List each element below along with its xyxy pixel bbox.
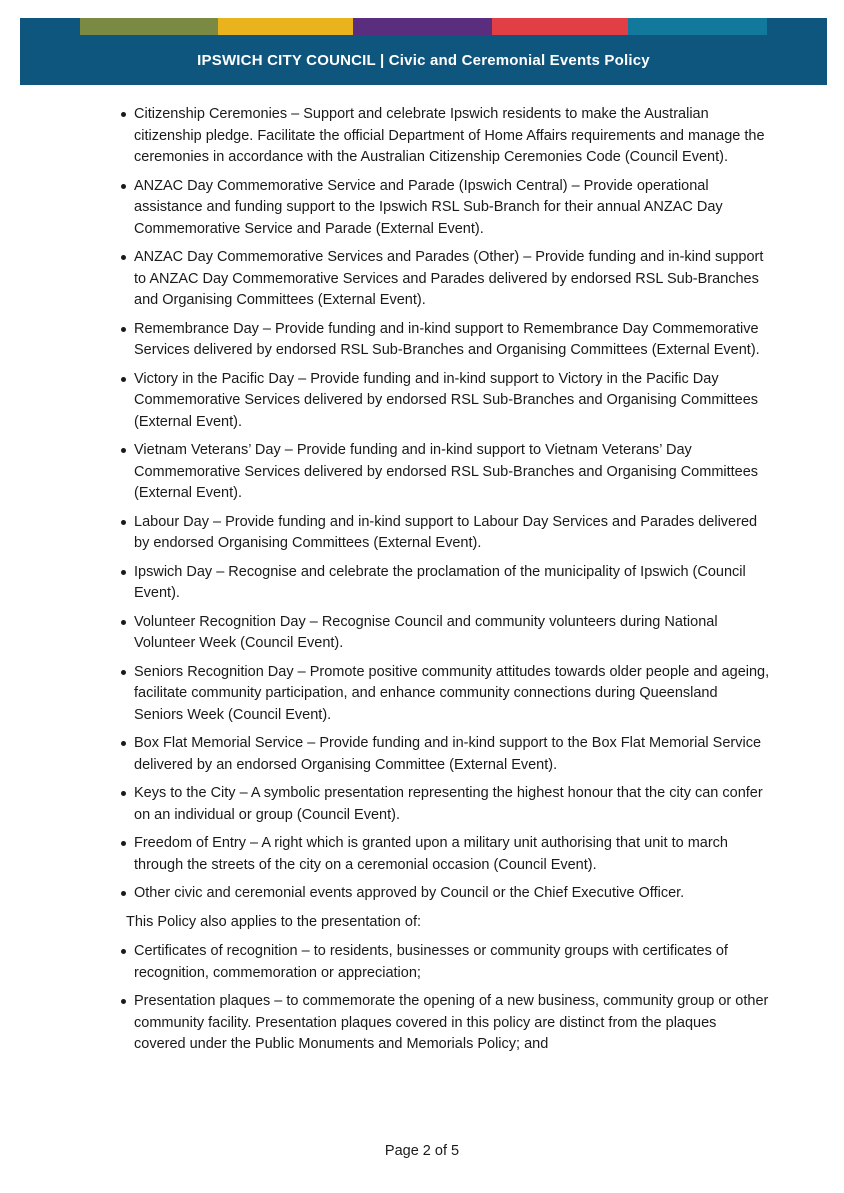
bullet-icon [120,612,134,655]
presentation-item [120,991,770,1056]
policy-body [120,104,770,1063]
bullet-icon [120,247,134,312]
stripe-segment-olive [80,18,218,35]
policy-event-item [120,176,770,241]
policy-event-text: Other civic and ceremonial events approved by Council or the Chief Executive Officer. [134,885,685,901]
stripe-segment-red [492,18,628,35]
policy-event-item [120,319,770,362]
policy-event-text: ANZAC Day Commemorative Services and Parades (Other) – Provide funding and in-kind support to ANZAC Day Commemorative Services and Parades delivered by endorsed RSL Sub-Branches and Organising Committees (External Event). [134,249,764,308]
policy-event-item [120,883,770,905]
bullet-icon [120,662,134,727]
policy-event-item [120,247,770,312]
policy-event-text: Vietnam Veterans’ Day – Provide funding and in-kind support to Vietnam Veterans’ Day Commemorative Services delivered by endorsed RSL Sub-Branches and Organising Committees (External Event). [134,442,759,501]
policy-event-text: Citizenship Ceremonies – Support and celebrate Ipswich residents to make the Australian citizenship pledge. Facilitate the official Department of Home Affairs requirements and manage the ceremonies in accordance with the Australian Citizenship Ceremonies Code (Council Event). [134,106,765,165]
policy-event-item [120,783,770,826]
bullet-icon [120,733,134,776]
stripe-segment-blue [20,18,80,35]
page-footer [0,1143,844,1159]
presentation-item-text: Certificates of recognition – to residents, businesses or community groups with certificates of recognition, commemoration or appreciation; [134,943,728,981]
bullet-icon [120,783,134,826]
brand-color-stripe [20,18,827,35]
policy-event-item [120,612,770,655]
bullet-icon [120,941,134,984]
page-title: IPSWICH CITY COUNCIL | Civic and Ceremonial Events Policy [197,51,650,69]
bullet-icon [120,440,134,505]
bullet-icon [120,319,134,362]
presentation-item-text: Presentation plaques – to commemorate the opening of a new business, community group or other community facility. Presentation plaques covered in this policy are distinct from the plaques covered under the Public Monuments and Memorials Policy; and [134,993,769,1052]
policy-events-list [120,104,770,905]
policy-event-text: Ipswich Day – Recognise and celebrate the proclamation of the municipality of Ipswich (Council Event). [134,563,746,601]
policy-event-item [120,512,770,555]
policy-event-item [120,833,770,876]
policy-event-text: ANZAC Day Commemorative Service and Parade (Ipswich Central) – Provide operational assistance and funding support to the Ipswich RSL Sub-Branch for their annual ANZAC Day Commemorative Service and Parade (External Event). [134,177,723,237]
stripe-segment-yellow [218,18,353,35]
stripe-segment-purple [353,18,492,35]
policy-event-item [120,440,770,505]
policy-event-text: Keys to the City – A symbolic presentation representing the highest honour that the city can confer on an individual or group (Council Event). [134,785,763,823]
bullet-icon [120,883,134,905]
policy-event-item [120,104,770,169]
bullet-icon [120,562,134,605]
policy-event-text: Freedom of Entry – A right which is granted upon a military unit authorising that unit to march through the streets of the city on a ceremonial occasion (Council Event). [134,835,728,873]
policy-event-item [120,733,770,776]
bullet-icon [120,833,134,876]
policy-event-item [120,662,770,727]
policy-event-text: Victory in the Pacific Day – Provide funding and in-kind support to Victory in the Pacific Day Commemorative Services delivered by endorsed RSL Sub-Branches and Organising Committees (External Event). [134,370,759,430]
stripe-segment-teal [628,18,767,35]
policy-event-text: Box Flat Memorial Service – Provide funding and in-kind support to the Box Flat Memorial Service delivered by an endorsed Organising Committee (External Event). [134,735,762,773]
policy-event-text: Labour Day – Provide funding and in-kind support to Labour Day Services and Parades delivered by endorsed Organising Committees (External Event). [134,513,758,551]
bullet-icon [120,991,134,1056]
policy-event-text: Seniors Recognition Day – Promote positive community attitudes towards older people and ageing, facilitate community participation, and enhance community connections during Queensland Seniors Week (Council Event). [134,663,770,723]
header-title-bar [20,35,827,85]
page-header [20,18,827,85]
bullet-icon [120,512,134,555]
page-number-label: Page 2 of 5 [384,1143,460,1159]
bullet-icon [120,369,134,434]
policy-event-text: Volunteer Recognition Day – Recognise Council and community volunteers during National Volunteer Week (Council Event). [134,613,718,651]
bullet-icon [120,176,134,241]
stripe-segment-blue-end [767,18,827,35]
bullet-icon [120,104,134,169]
policy-event-item [120,562,770,605]
policy-event-item [120,369,770,434]
interlude-paragraph: This Policy also applies to the presentation of: [126,913,421,930]
presentation-item [120,941,770,984]
policy-event-text: Remembrance Day – Provide funding and in-kind support to Remembrance Day Commemorative Services delivered by endorsed RSL Sub-Branches and Organising Committees (External Event). [134,320,760,358]
presentation-items-list [120,941,770,1056]
